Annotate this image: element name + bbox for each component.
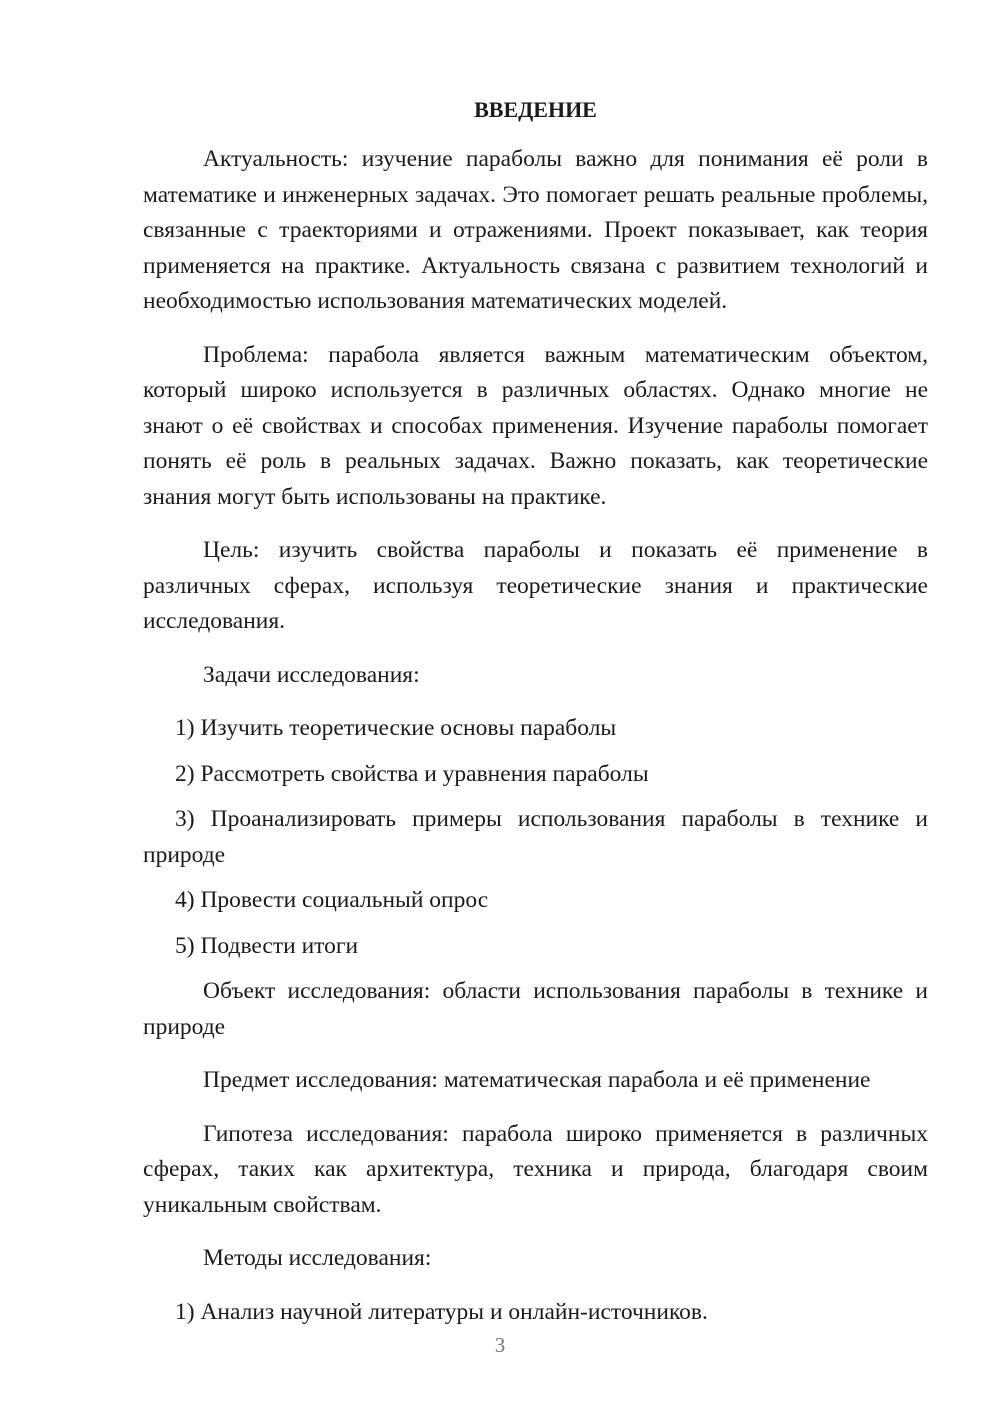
hypothesis-paragraph: Гипотеза исследования: парабола широко применяется в различных сферах, таких как архитектура, техника и природа, благодаря своим уникальным свойствам. <box>143 1120 928 1218</box>
problem-paragraph: Проблема: парабола является важным математическим объектом, который широко используется в различных областях. Однако многие не знают о её свойствах и способах применения. Изучение параболы помогает понять её роль в реальных задачах. Важно показать, как теоретические знания могут быть использованы на практике. <box>143 341 928 510</box>
goal-paragraph: Цель: изучить свойства параболы и показать её применение в различных сферах, используя теоретические знания и практические исследования. <box>143 537 928 634</box>
page-number: 3 <box>494 1333 506 1357</box>
methods-heading: Методы исследования: <box>203 1245 432 1271</box>
page-content <box>143 93 928 1340</box>
subject-paragraph: Предмет исследования: математическая парабола и её применение <box>203 1067 871 1093</box>
relevance-paragraph: Актуальность: изучение параболы важно для понимания её роли в математике и инженерных задачах. Это помогает решать реальные проблемы, связанные с траекториями и отражениями. Проект показывает, как теория применяется на практике. Актуальность связана с развитием технологий и необходимостью использования математических моделей. <box>143 146 928 314</box>
object-paragraph: Объект исследования: области использования параболы в технике и природе <box>143 978 928 1040</box>
task-item-3: 3) Проанализировать примеры использования параболы в технике и природе <box>143 806 928 868</box>
task-item-2: 2) Рассмотреть свойства и уравнения параболы <box>175 760 649 787</box>
task-item-4: 4) Провести социальный опрос <box>175 887 489 913</box>
tasks-heading: Задачи исследования: <box>203 661 420 688</box>
section-title: ВВЕДЕНИЕ <box>474 97 597 122</box>
method-item-1: 1) Анализ научной литературы и онлайн-источников. <box>175 1298 708 1325</box>
task-item-5: 5) Подвести итоги <box>175 932 359 959</box>
task-item-1: 1) Изучить теоретические основы параболы <box>175 715 617 741</box>
